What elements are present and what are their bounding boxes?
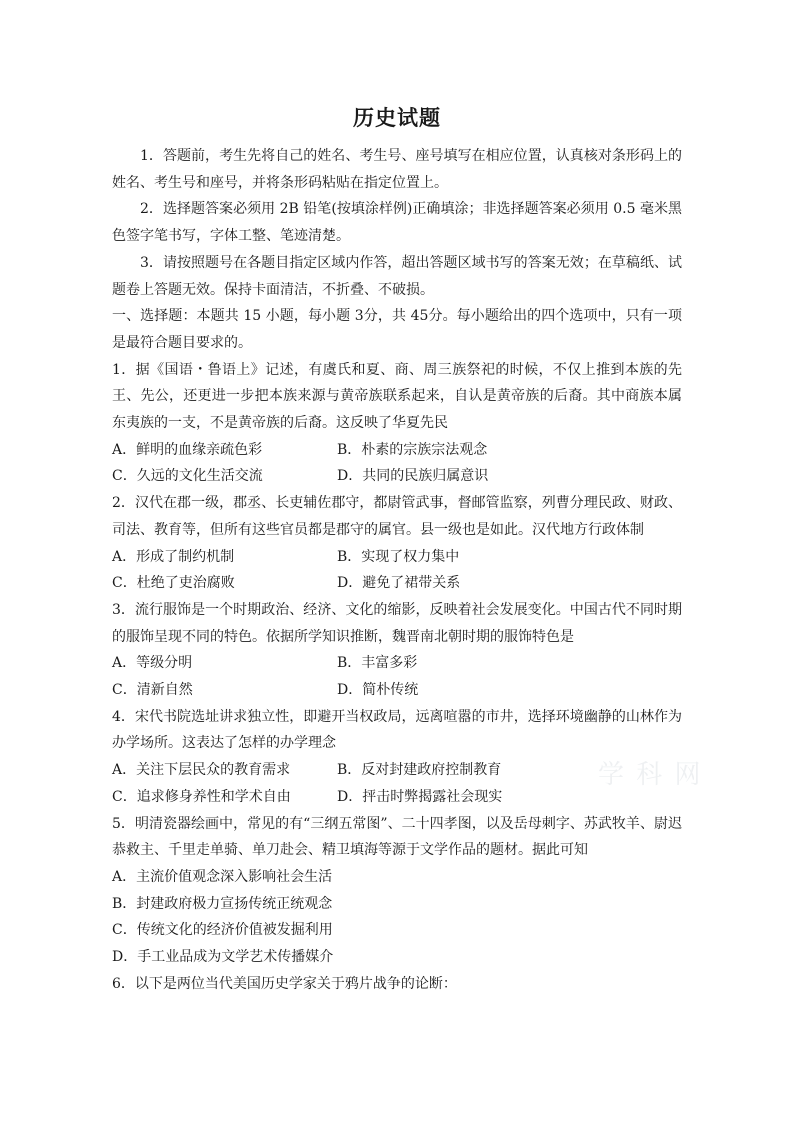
question-1-option-c: C．久远的文化生活交流 — [112, 468, 263, 485]
question-1-options — [112, 437, 682, 490]
question-5-option-c: C．传统文化的经济价值被发掘利用 — [112, 922, 333, 939]
question-3-stem: 3．流行服饰是一个时期政治、经济、文化的缩影，反映着社会发展变化。中国古代不同时期的服饰呈现不同的特色。依据所学知识推断，魏晋南北朝时期的服饰特色是 — [112, 601, 682, 645]
question-2-option-a: A．形成了制约机制 — [112, 548, 235, 565]
question-3-option-a: A．等级分明 — [112, 655, 193, 672]
question-4-option-c: C．追求修身养性和学术自由 — [112, 788, 291, 805]
question-4-option-d: D．抨击时弊揭露社会现实 — [337, 788, 503, 805]
page-title: 历史试题 — [353, 105, 441, 130]
question-1-stem: 1．据《国语・鲁语上》记述，有虞氏和夏、商、周三族祭祀的时候，不仅上推到本族的先王、先公，还更进一步把本族来源与黄帝族联系起来，自认是黄帝族的后裔。其中商族本属东夷族的一支，不是黄帝族的后裔。这反映了华夏先民 — [112, 361, 682, 432]
question-2-options — [112, 544, 682, 597]
instruction-3: 3．请按照题号在各题目指定区域内作答，超出答题区域书写的答案无效；在草稿纸、试题卷上答题无效。保持卡面清洁，不折叠、不破损。 — [112, 254, 682, 298]
question-6-stem: 6．以下是两位当代美国历史学家关于鸦片战争的论断： — [112, 975, 457, 992]
question-1-option-d: D．共同的民族归属意识 — [337, 468, 489, 485]
question-1-option-a: A．鲜明的血缘亲疏色彩 — [112, 441, 263, 458]
question-4-option-a: A．关注下层民众的教育需求 — [112, 762, 291, 779]
question-1-option-b: B．朴素的宗族宗法观念 — [337, 441, 488, 458]
question-4-option-b: B．反对封建政府控制教育 — [337, 762, 502, 779]
question-3-option-b: B．丰富多彩 — [337, 655, 418, 672]
question-4-options — [112, 757, 682, 810]
exam-body — [112, 143, 682, 998]
question-5-options — [112, 864, 682, 971]
question-5-option-d: D．手工业品成为文学艺术传播媒介 — [112, 949, 334, 966]
question-3-option-d: D．简朴传统 — [337, 682, 419, 699]
question-2-option-b: B．实现了权力集中 — [337, 548, 460, 565]
instruction-1: 1．答题前，考生先将自己的姓名、考生号、座号填写在相应位置，认真核对条形码上的姓名、考生号和座号，并将条形码粘贴在指定位置上。 — [112, 148, 682, 191]
question-5-stem: 5．明清瓷器绘画中，常见的有“三纲五常图”、二十四孝图，以及岳母刺字、苏武牧羊、尉迟恭救主、千里走单骑、单刀赴会、精卫填海等源于文学作品的题材。据此可知 — [112, 815, 682, 859]
instruction-2: 2．选择题答案必须用 2B 铅笔(按填涂样例)正确填涂；非选择题答案必须用 0.5 毫米黑色签字笔书写，字体工整、笔迹清楚。 — [112, 201, 682, 245]
question-5-option-a: A．主流价值观念深入影响社会生活 — [112, 868, 333, 885]
question-5-option-b: B．封建政府极力宣扬传统正统观念 — [112, 895, 333, 912]
question-3-options — [112, 650, 682, 703]
question-2-option-d: D．避免了裙带关系 — [337, 575, 461, 592]
question-4-stem: 4．宋代书院选址讲求独立性，即避开当权政局，远离喧嚣的市井，选择环境幽静的山林作为办学场所。这表达了怎样的办学理念 — [112, 708, 682, 752]
question-2-stem: 2．汉代在郡一级，郡丞、长吏辅佐郡守，都尉管武事，督邮管监察，列曹分理民政、财政、司法、教育等，但所有这些官员都是郡守的属官。县一级也是如此。汉代地方行政体制 — [112, 495, 682, 538]
watermark-logo: 学 科 网 — [598, 760, 703, 790]
question-2-option-c: C．杜绝了吏治腐败 — [112, 575, 235, 592]
section-heading: 一、选择题：本题共 15 小题，每小题 3分，共 45分。每小题给出的四个选项中，只有一项是最符合题目要求的。 — [112, 308, 682, 351]
question-3-option-c: C．清新自然 — [112, 682, 193, 699]
